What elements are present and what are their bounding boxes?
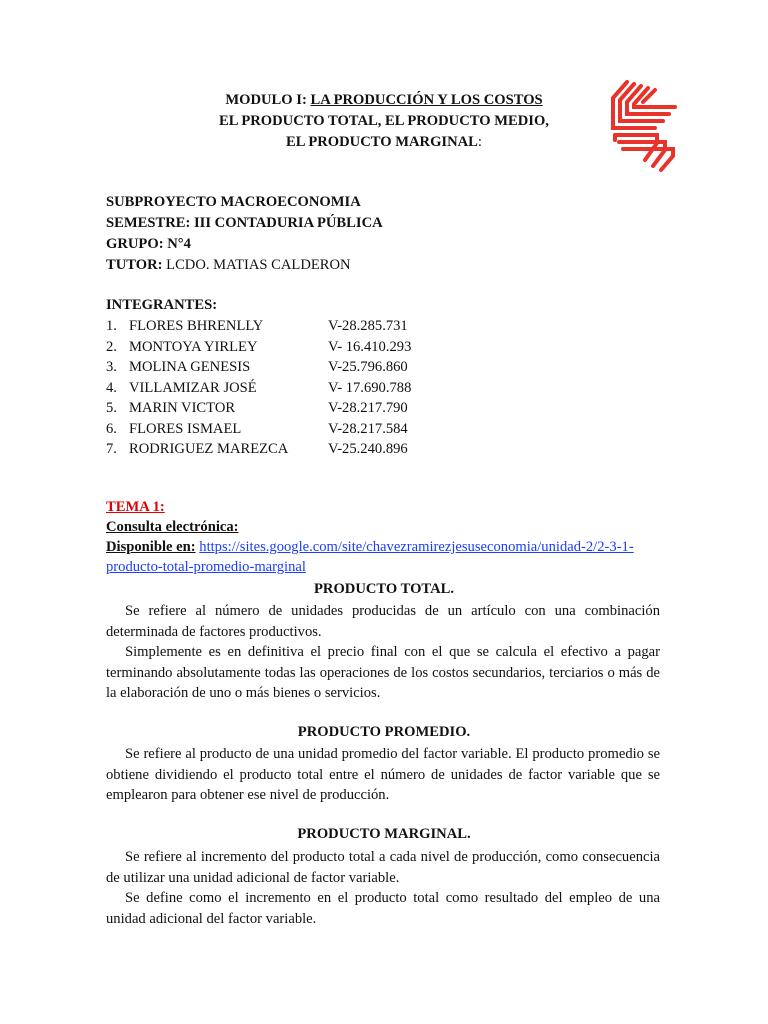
integrantes-title: INTEGRANTES:: [106, 297, 218, 313]
member-number: 1.: [106, 318, 117, 334]
member-number: 6.: [106, 420, 117, 437]
member-id: V- 16.410.293: [328, 338, 412, 355]
paragraph: Se define como el incremento en el producto total como resultado del empleo de una unidad adicional del factor variable.: [106, 890, 660, 927]
member-name: RODRIGUEZ MAREZCA: [129, 441, 289, 457]
member-name: MONTOYA YIRLEY: [129, 338, 258, 355]
tutor-label: TUTOR:: [106, 257, 163, 273]
member-name: FLORES BHRENLLY: [129, 318, 264, 334]
source-link-continued-line: [106, 559, 306, 576]
module-title-prefix: MODULO I:: [225, 92, 311, 108]
grupo-line: GRUPO: N°4: [106, 236, 191, 252]
member-row: [0, 441, 768, 461]
member-id: V-25.240.896: [328, 441, 408, 457]
member-id: V-28.217.790: [328, 400, 408, 416]
section-heading-producto-total: PRODUCTO TOTAL.: [313, 581, 455, 597]
member-name: MARIN VICTOR: [129, 400, 236, 416]
member-row: [0, 359, 768, 379]
member-row: [0, 318, 768, 338]
university-logo: [605, 80, 685, 172]
consulta-label: Consulta electrónica:: [106, 519, 239, 535]
paragraph: Simplemente es en definitiva el precio final con el que se calcula el efectivo a pagar terminando absolutamente todas las operaciones de los costos secundarios, terciarios o más de la elaboración de uno o más bienes o servicios.: [106, 644, 660, 702]
subtitle-line-2: EL PRODUCTO TOTAL, EL PRODUCTO MEDIO,: [219, 113, 549, 129]
source-link-continued[interactable]: producto-total-promedio-marginal: [106, 559, 306, 575]
member-name: MOLINA GENESIS: [129, 359, 251, 375]
semestre-line: SEMESTRE: III CONTADURIA PÚBLICA: [106, 215, 383, 231]
disponible-label: Disponible en:: [106, 539, 196, 555]
source-link[interactable]: https://sites.google.com/site/chavezramirezjesuseconomia/unidad-2/2-3-1-: [199, 539, 634, 555]
subtitle-colon: :: [477, 134, 482, 150]
disponible-line: [106, 539, 634, 556]
member-id: V-25.796.860: [328, 359, 408, 375]
section-body-producto-promedio: [106, 744, 660, 806]
subproyecto-line: SUBPROYECTO MACROECONOMIA: [106, 194, 361, 210]
section-body-producto-marginal: [106, 847, 660, 929]
member-row: [0, 400, 768, 420]
subtitle-line-3-text: EL PRODUCTO MARGINAL: [286, 134, 478, 150]
member-name: VILLAMIZAR JOSÉ: [129, 379, 257, 396]
member-id: V-28.217.584: [328, 420, 408, 437]
member-number: 4.: [106, 379, 117, 396]
member-number: 2.: [106, 338, 117, 355]
member-id: V-28.285.731: [328, 318, 408, 334]
section-heading-producto-promedio: PRODUCTO PROMEDIO.: [297, 724, 471, 740]
paragraph: Se refiere al incremento del producto total a cada nivel de producción, como consecuencia de utilizar una unidad adicional de factor variable.: [106, 849, 660, 886]
member-row: [0, 339, 768, 359]
paragraph: Se refiere al número de unidades producidas de un artículo con una combinación determinada de factores productivos.: [106, 603, 660, 640]
member-name: FLORES ISMAEL: [129, 420, 242, 437]
tutor-line: [106, 257, 351, 274]
tutor-value: LCDO. MATIAS CALDERON: [162, 257, 351, 273]
section-body-producto-total: [106, 601, 660, 704]
paragraph: Se refiere al producto de una unidad promedio del factor variable. El producto promedio se obtiene dividiendo el producto total entre el número de unidades de factor variable que se emplearon para obtener ese nivel de producción.: [106, 746, 660, 804]
member-number: 7.: [106, 441, 117, 457]
tema-title: TEMA 1:: [106, 499, 165, 515]
module-title-underlined: LA PRODUCCIÓN Y LOS COSTOS: [310, 92, 543, 108]
member-number: 3.: [106, 359, 117, 375]
section-heading-producto-marginal: PRODUCTO MARGINAL.: [297, 826, 471, 842]
member-row: [0, 421, 768, 441]
member-number: 5.: [106, 400, 117, 416]
member-id: V- 17.690.788: [328, 379, 412, 396]
member-row: [0, 380, 768, 400]
